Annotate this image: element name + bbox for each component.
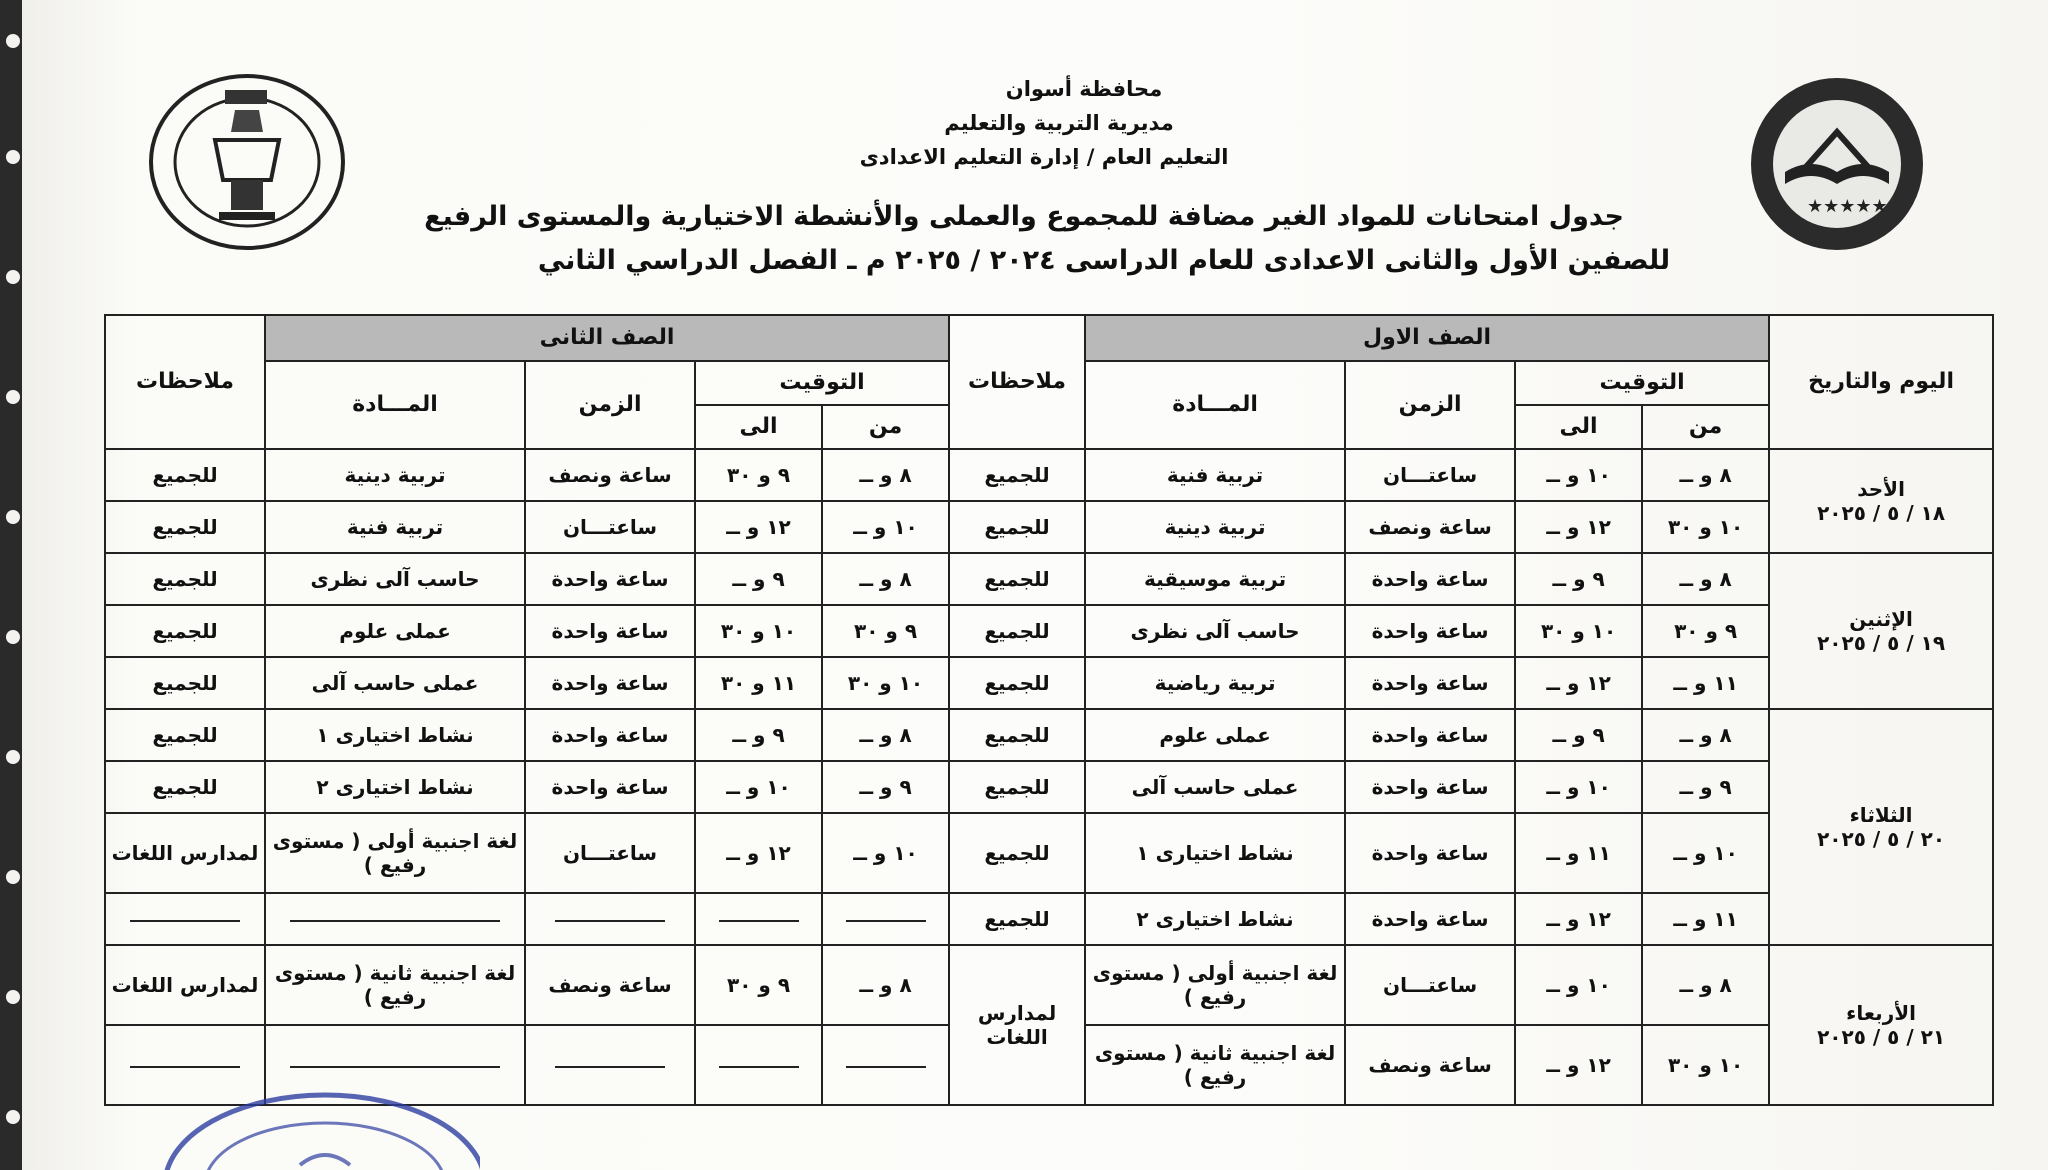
to-header: الى — [1515, 405, 1642, 449]
document-subtitle: للصفين الأول والثانى الاعدادى للعام الدراسى ٢٠٢٤ / ٢٠٢٥ م ـ الفصل الدراسي الثاني — [537, 245, 1671, 276]
from-cell: ٨ و ــ — [1642, 553, 1769, 605]
day-date: ١٩ / ٥ / ٢٠٢٥ — [1817, 631, 1946, 655]
subject-cell: لغة اجنبية أولى ( مستوى رفيع ) — [1085, 945, 1345, 1025]
note-cell: للجميع — [949, 813, 1085, 893]
duration-cell: ساعة واحدة — [1345, 761, 1515, 813]
note-cell: للجميع — [105, 553, 265, 605]
subject-cell: عملى حاسب آلى — [1085, 761, 1345, 813]
table-row — [105, 501, 1993, 553]
duration-cell: ساعة واحدة — [1345, 813, 1515, 893]
to-cell: ٩ و ــ — [695, 709, 822, 761]
table-row — [105, 605, 1993, 657]
duration-cell: ساعة واحدة — [525, 709, 695, 761]
subject-header: المـــادة — [1085, 361, 1345, 449]
to-cell: ٩ و ٣٠ — [695, 449, 822, 501]
to-cell: ١١ و ــ — [1515, 813, 1642, 893]
to-cell: ١٢ و ــ — [1515, 893, 1642, 945]
day-name: الأربعاء — [1846, 1001, 1916, 1025]
empty-cell — [525, 893, 695, 945]
notes-header: ملاحظات — [949, 315, 1085, 449]
from-cell: ٨ و ــ — [822, 449, 949, 501]
duration-cell: ساعة واحدة — [525, 761, 695, 813]
note-cell: للجميع — [949, 553, 1085, 605]
day-cell — [1769, 449, 1993, 553]
table-row — [105, 945, 1993, 1025]
to-cell: ١٠ و ــ — [1515, 449, 1642, 501]
subject-cell: نشاط اختيارى ١ — [1085, 813, 1345, 893]
duration-cell: ساعة واحدة — [1345, 553, 1515, 605]
subject-header: المـــادة — [265, 361, 525, 449]
day-name: الإثنين — [1849, 607, 1913, 631]
subject-cell: لغة اجنبية أولى ( مستوى رفيع ) — [265, 813, 525, 893]
duration-cell: ساعتـــان — [1345, 945, 1515, 1025]
from-cell: ٨ و ــ — [1642, 449, 1769, 501]
duration-cell: ساعة ونصف — [525, 449, 695, 501]
from-cell: ٨ و ــ — [822, 553, 949, 605]
subject-cell: عملى حاسب آلى — [265, 657, 525, 709]
note-cell: لمدارس اللغات — [949, 945, 1085, 1105]
directorate-label: مديرية التربية والتعليم — [944, 111, 1174, 135]
from-cell: ٨ و ــ — [822, 945, 949, 1025]
duration-cell: ساعة واحدة — [525, 657, 695, 709]
duration-cell: ساعة ونصف — [525, 945, 695, 1025]
to-cell: ١٢ و ــ — [1515, 657, 1642, 709]
subject-cell: حاسب آلى نظرى — [1085, 605, 1345, 657]
to-header: الى — [695, 405, 822, 449]
duration-cell: ساعة واحدة — [1345, 709, 1515, 761]
empty-cell — [695, 893, 822, 945]
empty-cell — [105, 893, 265, 945]
timing-header: التوقيت — [695, 361, 949, 405]
from-cell: ٨ و ــ — [822, 709, 949, 761]
note-cell: للجميع — [949, 657, 1085, 709]
duration-cell: ساعة ونصف — [1345, 1025, 1515, 1105]
duration-cell: ساعتـــان — [1345, 449, 1515, 501]
from-cell: ٩ و ــ — [1642, 761, 1769, 813]
note-cell: لمدارس اللغات — [105, 813, 265, 893]
duration-header: الزمن — [1345, 361, 1515, 449]
note-cell: للجميع — [105, 449, 265, 501]
note-cell: للجميع — [949, 893, 1085, 945]
day-cell — [1769, 553, 1993, 709]
note-cell: لمدارس اللغات — [105, 945, 265, 1025]
binder-edge — [0, 0, 22, 1170]
duration-cell: ساعة واحدة — [525, 605, 695, 657]
subject-cell: لغة اجنبية ثانية ( مستوى رفيع ) — [1085, 1025, 1345, 1105]
subject-cell: تربية دينية — [1085, 501, 1345, 553]
timing-header: التوقيت — [1515, 361, 1769, 405]
to-cell: ٩ و ــ — [695, 553, 822, 605]
day-cell — [1769, 945, 1993, 1105]
day-date: ٢١ / ٥ / ٢٠٢٥ — [1817, 1025, 1946, 1049]
subject-cell: نشاط اختيارى ٢ — [1085, 893, 1345, 945]
duration-cell: ساعة واحدة — [525, 553, 695, 605]
table-row — [105, 449, 1993, 501]
subject-cell: تربية رياضية — [1085, 657, 1345, 709]
table-row — [105, 657, 1993, 709]
table-row — [105, 709, 1993, 761]
subject-cell: عملى علوم — [265, 605, 525, 657]
duration-cell: ساعة واحدة — [1345, 657, 1515, 709]
from-cell: ١٠ و ــ — [822, 501, 949, 553]
empty-cell — [265, 893, 525, 945]
to-cell: ١١ و ٣٠ — [695, 657, 822, 709]
document-title: جدول امتحانات للمواد الغير مضافة للمجموع والعملى والأنشطة الاختيارية والمستوى الرفيع — [424, 201, 1624, 232]
duration-cell: ساعتـــان — [525, 813, 695, 893]
from-cell: ١١ و ــ — [1642, 657, 1769, 709]
subject-cell: تربية فنية — [265, 501, 525, 553]
subject-cell: لغة اجنبية ثانية ( مستوى رفيع ) — [265, 945, 525, 1025]
from-cell: ٨ و ــ — [1642, 945, 1769, 1025]
table-row — [105, 761, 1993, 813]
to-cell: ١٠ و ٣٠ — [1515, 605, 1642, 657]
note-cell: للجميع — [105, 605, 265, 657]
subject-cell: حاسب آلى نظرى — [265, 553, 525, 605]
duration-header: الزمن — [525, 361, 695, 449]
grade1-header: الصف الاول — [1085, 315, 1769, 361]
to-cell: ١٢ و ــ — [1515, 1025, 1642, 1105]
subject-cell: نشاط اختيارى ٢ — [265, 761, 525, 813]
from-cell: ٨ و ــ — [1642, 709, 1769, 761]
to-cell: ١٠ و ــ — [1515, 945, 1642, 1025]
from-cell: ١٠ و ٣٠ — [822, 657, 949, 709]
note-cell: للجميع — [949, 501, 1085, 553]
notes-header: ملاحظات — [105, 315, 265, 449]
empty-cell — [822, 893, 949, 945]
day-date: ٢٠ / ٥ / ٢٠٢٥ — [1817, 827, 1946, 851]
governorate-label: محافظة أسوان — [1005, 77, 1163, 101]
table-row — [105, 813, 1993, 893]
from-cell: ١١ و ــ — [1642, 893, 1769, 945]
empty-cell — [822, 1025, 949, 1105]
subject-cell: نشاط اختيارى ١ — [265, 709, 525, 761]
from-cell: ١٠ و ــ — [822, 813, 949, 893]
to-cell: ١٢ و ــ — [695, 813, 822, 893]
from-cell: ١٠ و ٣٠ — [1642, 501, 1769, 553]
day-name: الأحد — [1857, 477, 1905, 501]
day-date-header: اليوم والتاريخ — [1769, 315, 1993, 449]
note-cell: للجميع — [105, 709, 265, 761]
subject-cell: تربية دينية — [265, 449, 525, 501]
note-cell: للجميع — [949, 761, 1085, 813]
to-cell: ٩ و ــ — [1515, 553, 1642, 605]
to-cell: ٩ و ــ — [1515, 709, 1642, 761]
note-cell: للجميع — [949, 605, 1085, 657]
day-cell — [1769, 709, 1993, 945]
subject-cell: تربية فنية — [1085, 449, 1345, 501]
note-cell: للجميع — [105, 657, 265, 709]
table-row — [105, 893, 1993, 945]
duration-cell: ساعتـــان — [525, 501, 695, 553]
note-cell: للجميع — [105, 761, 265, 813]
to-cell: ٩ و ٣٠ — [695, 945, 822, 1025]
duration-cell: ساعة واحدة — [1345, 605, 1515, 657]
from-cell: ١٠ و ٣٠ — [1642, 1025, 1769, 1105]
to-cell: ١٠ و ــ — [1515, 761, 1642, 813]
subject-cell: عملى علوم — [1085, 709, 1345, 761]
svg-text:★★★★★: ★★★★★ — [1807, 196, 1888, 217]
from-cell: ٩ و ٣٠ — [1642, 605, 1769, 657]
to-cell: ١٢ و ــ — [695, 501, 822, 553]
from-header: من — [1642, 405, 1769, 449]
to-cell: ١٠ و ٣٠ — [695, 605, 822, 657]
from-cell: ١٠ و ــ — [1642, 813, 1769, 893]
subject-cell: تربية موسيقية — [1085, 553, 1345, 605]
day-date: ١٨ / ٥ / ٢٠٢٥ — [1817, 501, 1946, 525]
duration-cell: ساعة واحدة — [1345, 893, 1515, 945]
department-label: التعليم العام / إدارة التعليم الاعدادى — [859, 145, 1229, 169]
note-cell: للجميع — [105, 501, 265, 553]
from-header: من — [822, 405, 949, 449]
note-cell: للجميع — [949, 709, 1085, 761]
from-cell: ٩ و ٣٠ — [822, 605, 949, 657]
day-name: الثلاثاء — [1849, 803, 1913, 827]
duration-cell: ساعة ونصف — [1345, 501, 1515, 553]
exam-schedule-table — [104, 314, 1994, 1106]
empty-cell — [695, 1025, 822, 1105]
to-cell: ١٢ و ــ — [1515, 501, 1642, 553]
grade2-header: الصف الثانى — [265, 315, 949, 361]
to-cell: ١٠ و ــ — [695, 761, 822, 813]
official-stamp — [150, 1075, 480, 1170]
empty-cell — [525, 1025, 695, 1105]
from-cell: ٩ و ــ — [822, 761, 949, 813]
note-cell: للجميع — [949, 449, 1085, 501]
table-row — [105, 553, 1993, 605]
